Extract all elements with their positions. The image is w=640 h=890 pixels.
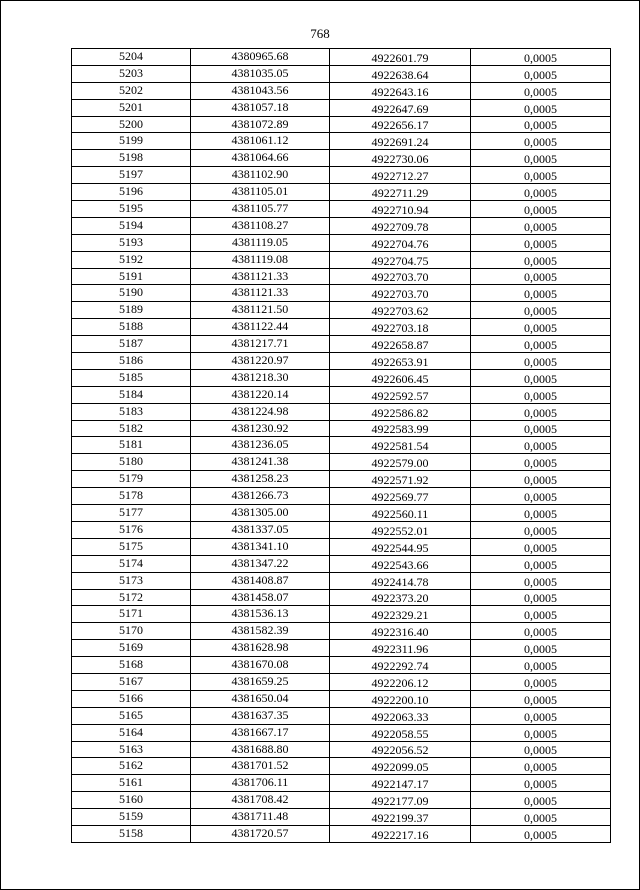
y-coordinate-cell: 4922569.77 xyxy=(330,488,471,505)
point-number-cell: 5166 xyxy=(72,690,191,707)
x-coordinate-cell: 4381230.92 xyxy=(191,420,330,437)
table-row xyxy=(72,623,611,640)
point-number-cell: 5164 xyxy=(72,724,191,741)
table-row xyxy=(72,99,611,116)
precision-cell: 0,0005 xyxy=(471,471,611,488)
x-coordinate-cell: 4381650.04 xyxy=(191,690,330,707)
table-row xyxy=(72,369,611,386)
precision-cell: 0,0005 xyxy=(471,201,611,218)
precision-cell: 0,0005 xyxy=(471,386,611,403)
table-row xyxy=(72,505,611,522)
y-coordinate-cell: 4922099.05 xyxy=(330,758,471,775)
x-coordinate-cell: 4381720.57 xyxy=(191,825,330,842)
point-number-cell: 5171 xyxy=(72,606,191,623)
precision-cell: 0,0005 xyxy=(471,184,611,201)
precision-cell: 0,0005 xyxy=(471,319,611,336)
y-coordinate-cell: 4922579.00 xyxy=(330,454,471,471)
y-coordinate-cell: 4922638.64 xyxy=(330,65,471,82)
x-coordinate-cell: 4381061.12 xyxy=(191,133,330,150)
y-coordinate-cell: 4922311.96 xyxy=(330,640,471,657)
x-coordinate-cell: 4381706.11 xyxy=(191,775,330,792)
precision-cell: 0,0005 xyxy=(471,775,611,792)
x-coordinate-cell: 4381347.22 xyxy=(191,555,330,572)
table-row xyxy=(72,673,611,690)
y-coordinate-cell: 4922552.01 xyxy=(330,521,471,538)
y-coordinate-cell: 4922544.95 xyxy=(330,538,471,555)
table-row xyxy=(72,758,611,775)
table-row xyxy=(72,184,611,201)
table-row xyxy=(72,775,611,792)
table-row xyxy=(72,707,611,724)
table-row xyxy=(72,690,611,707)
point-number-cell: 5158 xyxy=(72,825,191,842)
point-number-cell: 5162 xyxy=(72,758,191,775)
y-coordinate-cell: 4922217.16 xyxy=(330,825,471,842)
table-row xyxy=(72,606,611,623)
y-coordinate-cell: 4922414.78 xyxy=(330,572,471,589)
x-coordinate-cell: 4381043.56 xyxy=(191,82,330,99)
table-row xyxy=(72,336,611,353)
x-coordinate-cell: 4381121.33 xyxy=(191,285,330,302)
y-coordinate-cell: 4922730.06 xyxy=(330,150,471,167)
table-row xyxy=(72,319,611,336)
point-number-cell: 5163 xyxy=(72,741,191,758)
point-number-cell: 5179 xyxy=(72,471,191,488)
precision-cell: 0,0005 xyxy=(471,116,611,133)
precision-cell: 0,0005 xyxy=(471,217,611,234)
precision-cell: 0,0005 xyxy=(471,133,611,150)
precision-cell: 0,0005 xyxy=(471,403,611,420)
x-coordinate-cell: 4381057.18 xyxy=(191,99,330,116)
y-coordinate-cell: 4922656.17 xyxy=(330,116,471,133)
point-number-cell: 5204 xyxy=(72,49,191,66)
y-coordinate-cell: 4922658.87 xyxy=(330,336,471,353)
point-number-cell: 5165 xyxy=(72,707,191,724)
table-row xyxy=(72,201,611,218)
x-coordinate-cell: 4381688.80 xyxy=(191,741,330,758)
table-row xyxy=(72,403,611,420)
x-coordinate-cell: 4381637.35 xyxy=(191,707,330,724)
y-coordinate-cell: 4922581.54 xyxy=(330,437,471,454)
precision-cell: 0,0005 xyxy=(471,285,611,302)
x-coordinate-cell: 4381108.27 xyxy=(191,217,330,234)
precision-cell: 0,0005 xyxy=(471,589,611,606)
point-number-cell: 5200 xyxy=(72,116,191,133)
table-row xyxy=(72,133,611,150)
point-number-cell: 5198 xyxy=(72,150,191,167)
precision-cell: 0,0005 xyxy=(471,234,611,251)
table-row xyxy=(72,234,611,251)
table-row xyxy=(72,167,611,184)
table-row xyxy=(72,49,611,66)
precision-cell: 0,0005 xyxy=(471,640,611,657)
precision-cell: 0,0005 xyxy=(471,657,611,674)
precision-cell: 0,0005 xyxy=(471,488,611,505)
precision-cell: 0,0005 xyxy=(471,538,611,555)
y-coordinate-cell: 4922703.70 xyxy=(330,268,471,285)
point-number-cell: 5180 xyxy=(72,454,191,471)
x-coordinate-cell: 4381105.77 xyxy=(191,201,330,218)
x-coordinate-cell: 4381241.38 xyxy=(191,454,330,471)
x-coordinate-cell: 4381701.52 xyxy=(191,758,330,775)
y-coordinate-cell: 4922703.62 xyxy=(330,302,471,319)
precision-cell: 0,0005 xyxy=(471,336,611,353)
table-row xyxy=(72,353,611,370)
precision-cell: 0,0005 xyxy=(471,65,611,82)
point-number-cell: 5169 xyxy=(72,640,191,657)
x-coordinate-cell: 4381035.05 xyxy=(191,65,330,82)
point-number-cell: 5189 xyxy=(72,302,191,319)
precision-cell: 0,0005 xyxy=(471,251,611,268)
coordinates-table xyxy=(71,48,611,843)
precision-cell: 0,0005 xyxy=(471,606,611,623)
x-coordinate-cell: 4381337.05 xyxy=(191,521,330,538)
y-coordinate-cell: 4922177.09 xyxy=(330,792,471,809)
point-number-cell: 5176 xyxy=(72,521,191,538)
table-row xyxy=(72,589,611,606)
point-number-cell: 5177 xyxy=(72,505,191,522)
y-coordinate-cell: 4922592.57 xyxy=(330,386,471,403)
point-number-cell: 5182 xyxy=(72,420,191,437)
point-number-cell: 5181 xyxy=(72,437,191,454)
point-number-cell: 5174 xyxy=(72,555,191,572)
y-coordinate-cell: 4922560.11 xyxy=(330,505,471,522)
x-coordinate-cell: 4381220.14 xyxy=(191,386,330,403)
precision-cell: 0,0005 xyxy=(471,302,611,319)
y-coordinate-cell: 4922711.29 xyxy=(330,184,471,201)
table-row xyxy=(72,217,611,234)
precision-cell: 0,0005 xyxy=(471,673,611,690)
table-row xyxy=(72,386,611,403)
y-coordinate-cell: 4922056.52 xyxy=(330,741,471,758)
point-number-cell: 5160 xyxy=(72,792,191,809)
point-number-cell: 5201 xyxy=(72,99,191,116)
table-row xyxy=(72,150,611,167)
x-coordinate-cell: 4381217.71 xyxy=(191,336,330,353)
precision-cell: 0,0005 xyxy=(471,268,611,285)
coordinates-table-body xyxy=(72,49,611,843)
y-coordinate-cell: 4922200.10 xyxy=(330,690,471,707)
x-coordinate-cell: 4381102.90 xyxy=(191,167,330,184)
x-coordinate-cell: 4381064.66 xyxy=(191,150,330,167)
precision-cell: 0,0005 xyxy=(471,150,611,167)
point-number-cell: 5194 xyxy=(72,217,191,234)
point-number-cell: 5199 xyxy=(72,133,191,150)
x-coordinate-cell: 4381121.33 xyxy=(191,268,330,285)
point-number-cell: 5172 xyxy=(72,589,191,606)
x-coordinate-cell: 4381408.87 xyxy=(191,572,330,589)
y-coordinate-cell: 4922373.20 xyxy=(330,589,471,606)
y-coordinate-cell: 4922206.12 xyxy=(330,673,471,690)
point-number-cell: 5197 xyxy=(72,167,191,184)
table-row xyxy=(72,521,611,538)
point-number-cell: 5193 xyxy=(72,234,191,251)
x-coordinate-cell: 4381122.44 xyxy=(191,319,330,336)
x-coordinate-cell: 4381341.10 xyxy=(191,538,330,555)
table-row xyxy=(72,251,611,268)
point-number-cell: 5185 xyxy=(72,369,191,386)
x-coordinate-cell: 4380965.68 xyxy=(191,49,330,66)
table-row xyxy=(72,268,611,285)
x-coordinate-cell: 4381711.48 xyxy=(191,809,330,826)
y-coordinate-cell: 4922691.24 xyxy=(330,133,471,150)
point-number-cell: 5175 xyxy=(72,538,191,555)
y-coordinate-cell: 4922709.78 xyxy=(330,217,471,234)
table-row xyxy=(72,116,611,133)
point-number-cell: 5195 xyxy=(72,201,191,218)
x-coordinate-cell: 4381236.05 xyxy=(191,437,330,454)
y-coordinate-cell: 4922703.18 xyxy=(330,319,471,336)
page-number: 768 xyxy=(310,26,330,41)
precision-cell: 0,0005 xyxy=(471,741,611,758)
table-row xyxy=(72,471,611,488)
point-number-cell: 5159 xyxy=(72,809,191,826)
y-coordinate-cell: 4922601.79 xyxy=(330,49,471,66)
x-coordinate-cell: 4381708.42 xyxy=(191,792,330,809)
point-number-cell: 5170 xyxy=(72,623,191,640)
y-coordinate-cell: 4922606.45 xyxy=(330,369,471,386)
y-coordinate-cell: 4922329.21 xyxy=(330,606,471,623)
table-row xyxy=(72,572,611,589)
precision-cell: 0,0005 xyxy=(471,690,611,707)
precision-cell: 0,0005 xyxy=(471,353,611,370)
point-number-cell: 5191 xyxy=(72,268,191,285)
point-number-cell: 5187 xyxy=(72,336,191,353)
x-coordinate-cell: 4381224.98 xyxy=(191,403,330,420)
precision-cell: 0,0005 xyxy=(471,555,611,572)
x-coordinate-cell: 4381659.25 xyxy=(191,673,330,690)
y-coordinate-cell: 4922571.92 xyxy=(330,471,471,488)
table-row xyxy=(72,809,611,826)
precision-cell: 0,0005 xyxy=(471,792,611,809)
point-number-cell: 5161 xyxy=(72,775,191,792)
x-coordinate-cell: 4381582.39 xyxy=(191,623,330,640)
precision-cell: 0,0005 xyxy=(471,809,611,826)
x-coordinate-cell: 4381536.13 xyxy=(191,606,330,623)
precision-cell: 0,0005 xyxy=(471,49,611,66)
precision-cell: 0,0005 xyxy=(471,572,611,589)
point-number-cell: 5173 xyxy=(72,572,191,589)
y-coordinate-cell: 4922543.66 xyxy=(330,555,471,572)
y-coordinate-cell: 4922583.99 xyxy=(330,420,471,437)
precision-cell: 0,0005 xyxy=(471,724,611,741)
precision-cell: 0,0005 xyxy=(471,369,611,386)
table-row xyxy=(72,555,611,572)
table-row xyxy=(72,65,611,82)
precision-cell: 0,0005 xyxy=(471,167,611,184)
point-number-cell: 5183 xyxy=(72,403,191,420)
x-coordinate-cell: 4381667.17 xyxy=(191,724,330,741)
x-coordinate-cell: 4381305.00 xyxy=(191,505,330,522)
x-coordinate-cell: 4381258.23 xyxy=(191,471,330,488)
x-coordinate-cell: 4381072.89 xyxy=(191,116,330,133)
y-coordinate-cell: 4922703.70 xyxy=(330,285,471,302)
y-coordinate-cell: 4922058.55 xyxy=(330,724,471,741)
y-coordinate-cell: 4922704.76 xyxy=(330,234,471,251)
table-row xyxy=(72,741,611,758)
x-coordinate-cell: 4381670.08 xyxy=(191,657,330,674)
table-row xyxy=(72,285,611,302)
table-row xyxy=(72,792,611,809)
y-coordinate-cell: 4922710.94 xyxy=(330,201,471,218)
table-row xyxy=(72,454,611,471)
y-coordinate-cell: 4922653.91 xyxy=(330,353,471,370)
point-number-cell: 5168 xyxy=(72,657,191,674)
y-coordinate-cell: 4922643.16 xyxy=(330,82,471,99)
table-row xyxy=(72,488,611,505)
y-coordinate-cell: 4922316.40 xyxy=(330,623,471,640)
table-row xyxy=(72,82,611,99)
point-number-cell: 5202 xyxy=(72,82,191,99)
x-coordinate-cell: 4381220.97 xyxy=(191,353,330,370)
precision-cell: 0,0005 xyxy=(471,521,611,538)
x-coordinate-cell: 4381218.30 xyxy=(191,369,330,386)
table-row xyxy=(72,825,611,842)
y-coordinate-cell: 4922647.69 xyxy=(330,99,471,116)
y-coordinate-cell: 4922147.17 xyxy=(330,775,471,792)
y-coordinate-cell: 4922704.75 xyxy=(330,251,471,268)
point-number-cell: 5203 xyxy=(72,65,191,82)
point-number-cell: 5188 xyxy=(72,319,191,336)
table-row xyxy=(72,657,611,674)
point-number-cell: 5190 xyxy=(72,285,191,302)
precision-cell: 0,0005 xyxy=(471,420,611,437)
point-number-cell: 5192 xyxy=(72,251,191,268)
y-coordinate-cell: 4922199.37 xyxy=(330,809,471,826)
table-row xyxy=(72,420,611,437)
precision-cell: 0,0005 xyxy=(471,758,611,775)
table-row xyxy=(72,538,611,555)
precision-cell: 0,0005 xyxy=(471,505,611,522)
precision-cell: 0,0005 xyxy=(471,707,611,724)
y-coordinate-cell: 4922586.82 xyxy=(330,403,471,420)
table-row xyxy=(72,724,611,741)
point-number-cell: 5167 xyxy=(72,673,191,690)
y-coordinate-cell: 4922292.74 xyxy=(330,657,471,674)
y-coordinate-cell: 4922712.27 xyxy=(330,167,471,184)
y-coordinate-cell: 4922063.33 xyxy=(330,707,471,724)
precision-cell: 0,0005 xyxy=(471,825,611,842)
x-coordinate-cell: 4381105.01 xyxy=(191,184,330,201)
precision-cell: 0,0005 xyxy=(471,454,611,471)
table-row xyxy=(72,437,611,454)
precision-cell: 0,0005 xyxy=(471,99,611,116)
precision-cell: 0,0005 xyxy=(471,82,611,99)
point-number-cell: 5184 xyxy=(72,386,191,403)
x-coordinate-cell: 4381119.05 xyxy=(191,234,330,251)
precision-cell: 0,0005 xyxy=(471,623,611,640)
point-number-cell: 5186 xyxy=(72,353,191,370)
x-coordinate-cell: 4381266.73 xyxy=(191,488,330,505)
x-coordinate-cell: 4381628.98 xyxy=(191,640,330,657)
point-number-cell: 5196 xyxy=(72,184,191,201)
table-row xyxy=(72,302,611,319)
table-row xyxy=(72,640,611,657)
x-coordinate-cell: 4381119.08 xyxy=(191,251,330,268)
point-number-cell: 5178 xyxy=(72,488,191,505)
x-coordinate-cell: 4381458.07 xyxy=(191,589,330,606)
x-coordinate-cell: 4381121.50 xyxy=(191,302,330,319)
precision-cell: 0,0005 xyxy=(471,437,611,454)
